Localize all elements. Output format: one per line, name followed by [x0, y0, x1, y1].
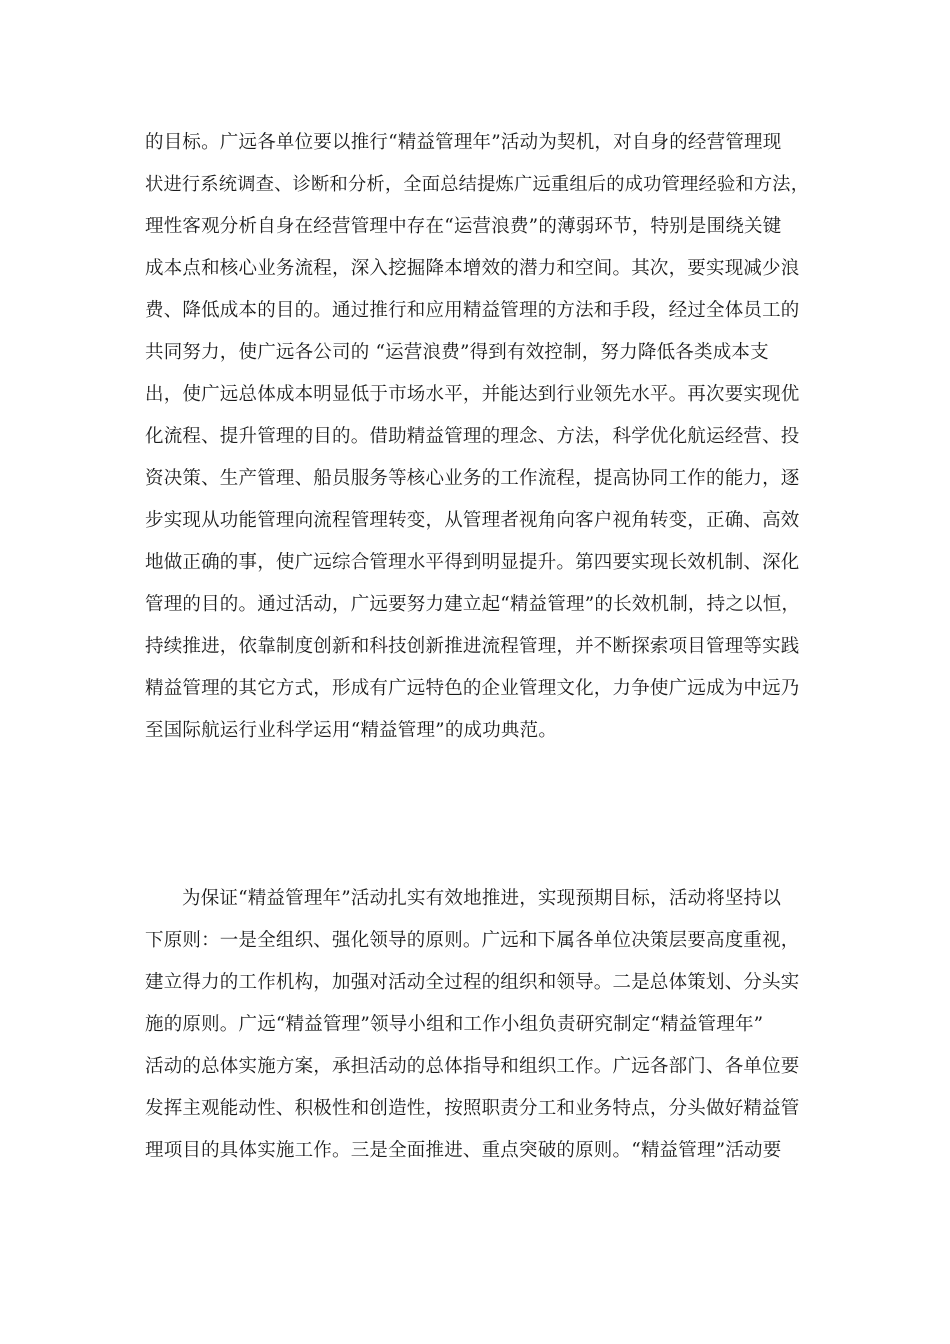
- text-line: 管理的目的。通过活动，广远要努力建立起“精益管理”的长效机制，持之以恒，: [145, 594, 801, 615]
- text-line: 发挥主观能动性、积极性和创造性，按照职责分工和业务特点，分头做好精益管: [145, 1098, 800, 1119]
- text-line: 活动的总体实施方案，承担活动的总体指导和组织工作。广远各部门、各单位要: [145, 1056, 800, 1077]
- text-line: 理项目的具体实施工作。三是全面推进、重点突破的原则。“精益管理”活动要: [145, 1140, 782, 1161]
- text-line: 化流程、提升管理的目的。借助精益管理的理念、方法，科学优化航运经营、投: [145, 426, 800, 447]
- text-line: 至国际航运行业科学运用“精益管理”的成功典范。: [145, 720, 558, 741]
- text-line: 地做正确的事，使广远综合管理水平得到明显提升。第四要实现长效机制、深化: [145, 552, 800, 573]
- text-line: 下原则：一是全组织、强化领导的原则。广远和下属各单位决策层要高度重视，: [145, 930, 800, 951]
- text-line: 资决策、生产管理、船员服务等核心业务的工作流程，提高协同工作的能力，逐: [145, 468, 800, 489]
- text-line: 成本点和核心业务流程，深入挖掘降本增效的潜力和空间。其次，要实现减少浪: [145, 258, 800, 279]
- text-line: 施的原则。广远“精益管理”领导小组和工作小组负责研究制定“精益管理年”: [145, 1014, 764, 1035]
- text-line-first-indented: 为保证“精益管理年”活动扎实有效地推进，实现预期目标，活动将坚持以: [182, 888, 782, 909]
- text-line: 精益管理的其它方式，形成有广远特色的企业管理文化，力争使广远成为中远乃: [145, 678, 800, 699]
- text-line: 步实现从功能管理向流程管理转变，从管理者视角向客户视角转变，正确、高效: [145, 510, 800, 531]
- paragraph-principles: [145, 878, 815, 1172]
- paragraph-goals: [145, 122, 815, 752]
- text-line: 建立得力的工作机构，加强对活动全过程的组织和领导。二是总体策划、分头实: [145, 972, 800, 993]
- text-line: 理性客观分析自身在经营管理中存在“运营浪费”的薄弱环节，特别是围绕关键: [145, 216, 782, 237]
- text-line: 出，使广远总体成本明显低于市场水平，并能达到行业领先水平。再次要实现优: [145, 384, 800, 405]
- text-line: 费、降低成本的目的。通过推行和应用精益管理的方法和手段，经过全体员工的: [145, 300, 800, 321]
- text-line: 状进行系统调查、诊断和分析，全面总结提炼广远重组后的成功管理经验和方法，: [145, 174, 810, 195]
- text-line: 共同努力，使广远各公司的 “运营浪费”得到有效控制，努力降低各类成本支: [145, 342, 769, 363]
- text-line: 持续推进，依靠制度创新和科技创新推进流程管理，并不断探索项目管理等实践: [145, 636, 800, 657]
- text-line: 的目标。广远各单位要以推行“精益管理年”活动为契机，对自身的经营管理现: [145, 132, 782, 153]
